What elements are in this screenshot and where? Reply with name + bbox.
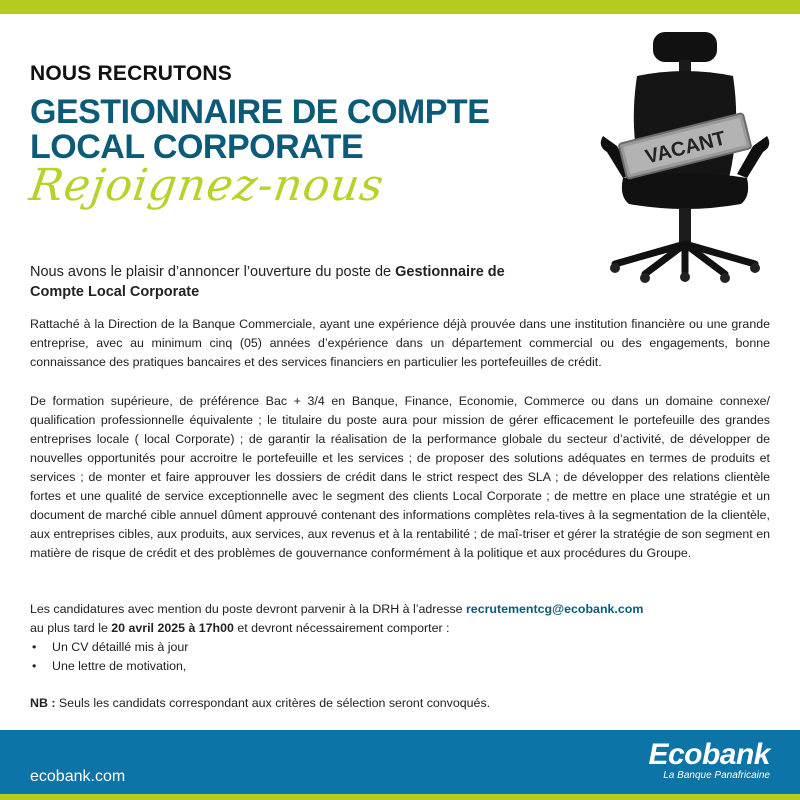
nb-label: NB : bbox=[30, 696, 56, 710]
deadline-date: 20 avril 2025 à 17h00 bbox=[111, 621, 234, 635]
logo-wordmark: Ecobank bbox=[648, 738, 770, 771]
application-paragraph bbox=[30, 600, 770, 676]
job-title bbox=[30, 95, 489, 165]
footer-bar bbox=[0, 730, 800, 800]
intro-job-name: Gestionnaire de Compte Local Corporate bbox=[30, 264, 505, 300]
chair-seat bbox=[622, 173, 748, 209]
list-item bbox=[30, 638, 770, 657]
list-item-text: Un CV détaillé mis à jour bbox=[52, 640, 189, 654]
top-accent-bar bbox=[0, 0, 800, 14]
list-item-text: Une lettre de motivation, bbox=[52, 659, 187, 673]
nb-text: Seuls les candidats correspondant aux critères de sélection seront convoqués. bbox=[55, 696, 491, 710]
application-email-link[interactable]: recrutementcg@ecobank.com bbox=[465, 602, 644, 616]
application-text: Les candidatures avec mention du poste devront parvenir à la DRH à l’adresse bbox=[30, 602, 466, 616]
kicker-heading: NOUS RECRUTONS bbox=[30, 62, 232, 85]
ecobank-logo bbox=[648, 738, 770, 781]
nb-note bbox=[30, 696, 490, 710]
script-tagline: Rejoignez-nous bbox=[26, 160, 388, 211]
footer-website-link[interactable]: ecobank.com bbox=[30, 768, 126, 785]
job-title-line1: GESTIONNAIRE DE COMPTE bbox=[30, 93, 490, 131]
chair-headrest bbox=[653, 32, 717, 62]
intro-paragraph bbox=[30, 262, 550, 302]
logo-tagline: La Banque Panafricaine bbox=[663, 770, 770, 781]
bullet-icon: • bbox=[32, 640, 37, 654]
profile-paragraph: Rattaché à la Direction de la Banque Commerciale, ayant une expérience déjà prouvée dans une institution financière ou une grande entreprise, avec au minimum cinq (05) années d’expérience dans un département commercial ou des engagements, bonne connaissance des pratiques bancaires et des services financiers en particulier les portefeuilles de crédit. bbox=[30, 317, 770, 369]
vacant-sign-text: VACANT bbox=[643, 127, 728, 169]
required-documents-list bbox=[30, 638, 770, 676]
bullet-icon: • bbox=[32, 659, 37, 673]
deadline-suffix: et devront nécessairement comporter : bbox=[233, 621, 450, 635]
bottom-accent-bar bbox=[0, 794, 800, 800]
intro-text: Nous avons le plaisir d’annoncer l’ouverture du poste de bbox=[30, 264, 396, 280]
job-title-line2: LOCAL CORPORATE bbox=[30, 128, 364, 166]
office-chair-illustration bbox=[595, 28, 775, 288]
list-item bbox=[30, 657, 770, 676]
deadline-prefix: au plus tard le bbox=[30, 621, 112, 635]
mission-paragraph: De formation supérieure, de préférence Bac + 3/4 en Banque, Finance, Economie, Commerce ou dans un domaine connexe/ qualification professionnelle équivalente ; le titulaire du poste aura pour mission de gérer efficacement le portefeuille des grandes entreprises locale ( local Corporate) ; de garantir la réalisation de la performance globale du secteur d’activité, de développer de nouvelles opportunités pour accroitre le portefeuille et les services ; de proposer des solutions adéquates en termes de produits et services ; de monter et faire approuver les dossiers de crédit dans le strict respect des SLA ; de développer des relations clientèle fortes et une qualité de service exceptionnelle avec le segment des clients Local Corporate ; de mettre en place une stratégie et un document de marché cible annuel dûment approuvé contenant des informations complètes rela-tives à la segmentation de la clientèle, aux entreprises cibles, aux produits, aux services, aux revenus et à la rentabilité ; de maî-triser et gérer la stratégie de son segment en matière de risque de crédit et des problèmes de gouvernance conformément à la politique et aux procédures du Groupe. bbox=[30, 394, 770, 560]
